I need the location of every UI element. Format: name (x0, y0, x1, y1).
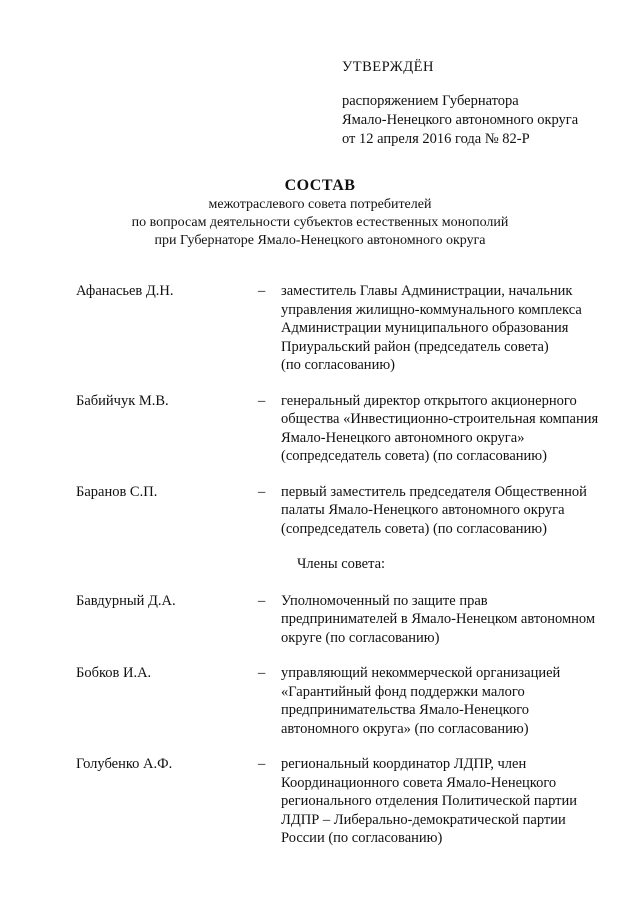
document-subtitle: по вопросам деятельности субъектов естественных монополий (131, 215, 509, 230)
description-line: России (по согласованию) (281, 830, 443, 846)
approval-block (342, 58, 632, 149)
description-line: Координационного совета Ямало-Ненецкого (281, 774, 557, 791)
document-subtitle: межотраслевого совета потребителей (208, 197, 432, 212)
description-line: управляющий некоммерческой организацией (281, 665, 561, 681)
member-description (281, 592, 617, 648)
description-line: общества «Инвестиционно-строительная компания (281, 411, 599, 427)
member-description (281, 392, 617, 466)
description-line: заместитель Главы Администрации, начальник (281, 283, 573, 299)
description-line: «Гарантийный фонд поддержки малого (281, 683, 525, 700)
description-line: предпринимательства Ямало-Ненецкого (281, 702, 530, 718)
document-title: СОСТАВ (284, 177, 356, 194)
description-line: Администрации муниципального образования (281, 320, 569, 336)
approval-line: распоряжением Губернатора (342, 93, 519, 109)
description-line: (сопредседатель совета) (по согласованию) (281, 448, 547, 464)
description-line: (сопредседатель совета) (по согласованию) (281, 520, 547, 537)
description-line: округе (по согласованию) (281, 629, 440, 646)
approval-stamp: УТВЕРЖДЁН (342, 59, 434, 75)
description-line: автономного округа» (по согласованию) (281, 720, 529, 737)
member-name: Бобков И.А. (76, 665, 152, 681)
dash-separator: – (258, 592, 266, 609)
member-row (0, 592, 640, 648)
dash-separator: – (258, 665, 266, 681)
description-line: (по согласованию) (281, 357, 395, 373)
member-name: Бабийчук М.В. (76, 392, 169, 409)
description-line: управления жилищно-коммунального комплекса (281, 301, 582, 318)
description-line: генеральный директор открытого акционерного (281, 392, 577, 409)
member-name: Афанасьев Д.Н. (76, 283, 174, 299)
description-line: регионального отделения Политической партии (281, 793, 577, 809)
member-row (0, 392, 640, 466)
member-description (281, 664, 617, 738)
description-line: Уполномоченный по защите прав (281, 592, 488, 609)
member-name: Бавдурный Д.А. (76, 592, 176, 609)
member-row (0, 483, 640, 539)
description-line: ЛДПР – Либерально-демократической партии (281, 811, 566, 828)
document-subtitle: при Губернаторе Ямало-Ненецкого автономного округа (154, 233, 486, 248)
description-line: палаты Ямало-Ненецкого автономного округа (281, 502, 565, 518)
member-row (0, 664, 640, 738)
dash-separator: – (258, 483, 266, 500)
dash-separator: – (258, 756, 266, 772)
description-line: Ямало-Ненецкого автономного округа» (281, 429, 525, 446)
members-section-heading: Члены совета: (297, 556, 386, 572)
description-line: первый заместитель председателя Общественной (281, 483, 587, 500)
title-block (0, 176, 640, 250)
council-list (0, 282, 640, 865)
member-description (281, 755, 617, 848)
member-description (281, 483, 617, 539)
description-line: предпринимателей в Ямало-Ненецком автономном (281, 611, 596, 627)
description-line: Приуральский район (председатель совета) (281, 338, 549, 355)
member-row (0, 282, 640, 375)
description-line: региональный координатор ЛДПР, член (281, 756, 527, 772)
member-row (0, 755, 640, 848)
dash-separator: – (258, 283, 266, 299)
dash-separator: – (258, 392, 266, 409)
member-name: Баранов С.П. (76, 483, 158, 500)
member-name: Голубенко А.Ф. (76, 756, 173, 772)
approval-line: Ямало-Ненецкого автономного округа (342, 112, 579, 128)
member-description (281, 282, 617, 375)
approval-line: от 12 апреля 2016 года № 82-Р (342, 131, 530, 147)
